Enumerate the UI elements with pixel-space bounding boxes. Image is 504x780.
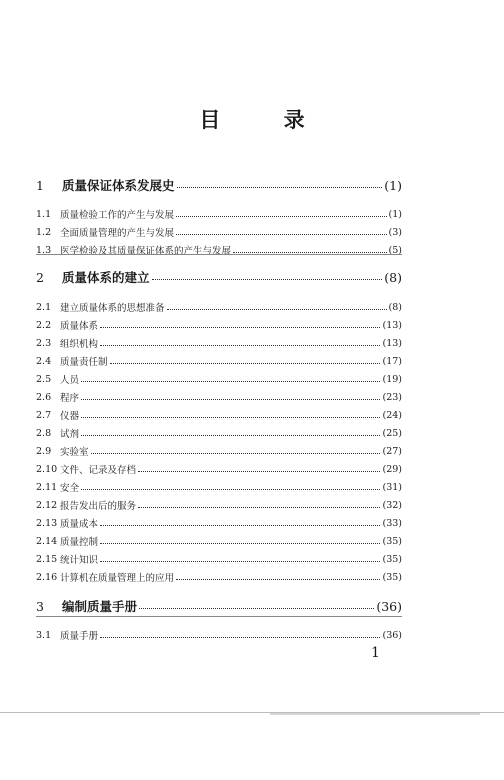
dot-leader [81,435,380,436]
dot-leader [100,543,380,544]
section-title: 质量成本 [60,519,99,530]
toc-section-2-9[interactable] [36,442,402,460]
section-title: 质量体系 [60,321,99,332]
section-title: 仪器 [60,411,80,422]
toc-section-1-3[interactable] [36,241,402,259]
toc-section-2-13[interactable] [36,514,402,532]
section-number: 2.5 [36,373,52,385]
chapter-title: 质量体系的建立 [62,270,150,285]
section-page: (24) [382,409,402,421]
section-number: 2.14 [36,535,58,547]
section-title: 组织机构 [60,339,99,350]
toc-section-3-1[interactable] [36,626,402,644]
section-page: (35) [382,571,402,583]
section-page: (1) [388,208,402,220]
section-title: 医学检验及其质量保证体系的产生与发展 [60,246,232,257]
toc-chapter-3[interactable] [36,597,402,615]
section-page: (8) [388,301,402,313]
toc-section-2-3[interactable] [36,334,402,352]
dot-leader [100,637,380,638]
dot-leader [81,489,380,490]
section-number: 1.1 [36,208,52,220]
section-page: (17) [382,355,402,367]
section-title: 质量检验工作的产生与发展 [60,210,175,221]
section-page: (31) [382,481,402,493]
toc-section-2-14[interactable] [36,532,402,550]
dot-leader [100,327,380,328]
scan-edge-line [270,713,480,715]
toc-section-2-2[interactable] [36,316,402,334]
toc-section-2-15[interactable] [36,550,402,568]
toc-chapter-1[interactable] [36,176,402,194]
section-title: 人员 [60,375,80,386]
toc-section-2-8[interactable] [36,424,402,442]
section-page: (23) [382,391,402,403]
toc-section-2-7[interactable] [36,406,402,424]
dot-leader [81,417,380,418]
section-number: 2.15 [36,553,58,565]
section-page: (5) [388,244,402,256]
page-title: 目 录 [199,107,333,132]
section-page: (36) [382,629,402,641]
section-number: 2.4 [36,355,52,367]
dot-leader [176,216,387,217]
chapter-page: (36) [376,598,402,614]
chapter-number: 1 [36,177,44,193]
toc-section-2-12[interactable] [36,496,402,514]
dot-leader [100,525,380,526]
section-page: (3) [388,226,402,238]
chapter-title: 编制质量手册 [62,599,138,614]
dot-leader [100,561,380,562]
section-number: 2.12 [36,499,58,511]
section-number: 2.10 [36,463,58,475]
toc-section-2-1[interactable] [36,298,402,316]
section-number: 2.1 [36,301,52,313]
section-page: (32) [382,499,402,511]
section-page: (33) [382,517,402,529]
toc-section-2-10[interactable] [36,460,402,478]
section-title: 建立质量体系的思想准备 [60,303,165,314]
dot-leader [81,399,380,400]
toc-section-2-16[interactable] [36,568,402,586]
divider [36,254,402,255]
dot-leader [177,187,383,188]
toc-section-2-4[interactable] [36,352,402,370]
section-number: 1.3 [36,244,52,256]
toc-section-1-1[interactable] [36,205,402,223]
dot-leader [233,252,387,253]
section-title: 质量责任制 [60,357,108,368]
chapter-number: 2 [36,269,44,285]
toc-section-1-2[interactable] [36,223,402,241]
toc-section-2-11[interactable] [36,478,402,496]
section-page: (29) [382,463,402,475]
section-title: 全面质量管理的产生与发展 [60,228,175,239]
section-title: 实验室 [60,447,89,458]
section-title: 质量控制 [60,537,99,548]
section-page: (19) [382,373,402,385]
section-page: (13) [382,319,402,331]
dot-leader [91,453,381,454]
section-number: 2.13 [36,517,58,529]
toc-chapter-2[interactable] [36,268,402,286]
dot-leader [100,345,380,346]
section-number: 2.6 [36,391,52,403]
section-title: 报告发出后的服务 [60,501,137,512]
toc-section-2-5[interactable] [36,370,402,388]
section-number: 2.2 [36,319,52,331]
section-page: (25) [382,427,402,439]
section-number: 2.16 [36,571,58,583]
section-title: 程序 [60,393,80,404]
dot-leader [176,579,380,580]
section-page: (13) [382,337,402,349]
section-page: (35) [382,553,402,565]
section-number: 2.3 [36,337,52,349]
section-title: 计算机在质量管理上的应用 [60,573,175,584]
chapter-page: (8) [384,269,402,285]
section-number: 3.1 [36,629,52,641]
section-title: 质量手册 [60,631,99,642]
dot-leader [176,234,387,235]
section-page: (35) [382,535,402,547]
dot-leader [139,608,374,609]
dot-leader [152,279,383,280]
toc-section-2-6[interactable] [36,388,402,406]
section-number: 2.9 [36,445,52,457]
section-title: 试剂 [60,429,80,440]
section-page: (27) [382,445,402,457]
section-title: 文件、记录及存档 [60,465,137,476]
section-title: 安全 [60,483,80,494]
section-title: 统计知识 [60,555,99,566]
dot-leader [138,507,380,508]
dot-leader [138,471,380,472]
section-number: 2.8 [36,427,52,439]
dot-leader [167,309,387,310]
divider [36,616,402,617]
page-number: 1 [371,645,380,661]
dot-leader [110,363,381,364]
chapter-number: 3 [36,598,44,614]
dot-leader [81,381,380,382]
section-number: 1.2 [36,226,52,238]
chapter-title: 质量保证体系发展史 [62,178,175,193]
section-number: 2.11 [36,481,58,493]
chapter-page: (1) [384,177,402,193]
section-number: 2.7 [36,409,52,421]
